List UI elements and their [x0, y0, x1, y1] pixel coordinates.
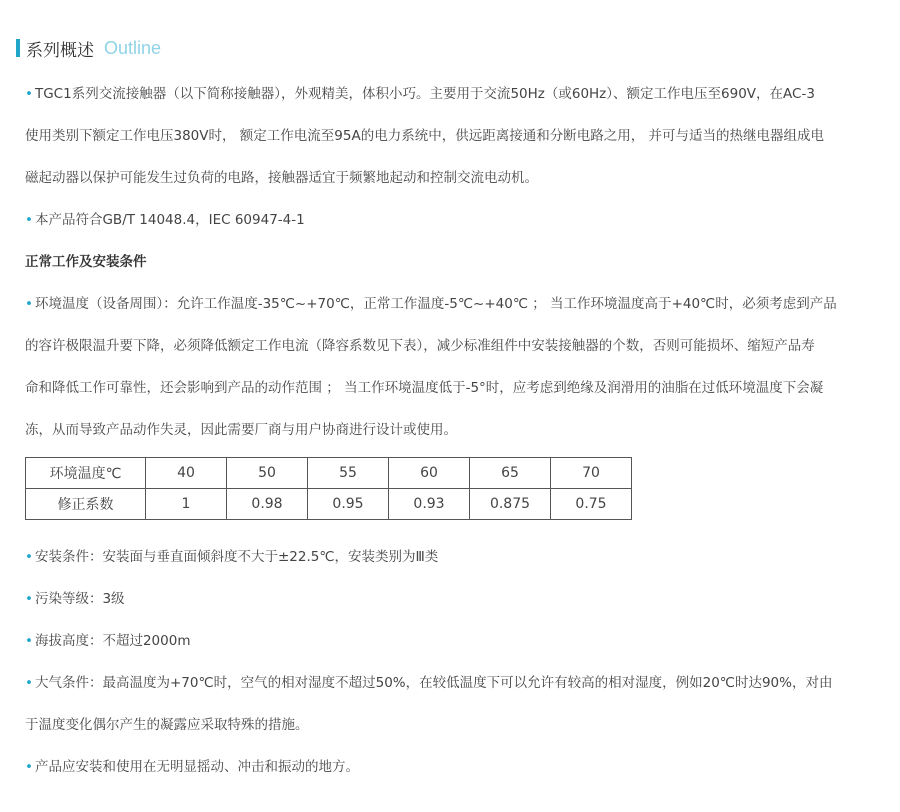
ambient-line-1: 环境温度（设备周围）：允许工作温度-35℃~+70℃，正常工作温度-5℃~+40℃ ； 当工作环境温度高于+40℃时，必须考虑到产品 — [34, 296, 837, 312]
table-row-label: 修正系数 — [26, 489, 146, 520]
table-cell: 55 — [308, 458, 389, 489]
installation-text: 安装条件：安装面与垂直面倾斜度不大于±22.5℃，安装类别为Ⅲ类 — [34, 549, 439, 565]
table-cell: 0.98 — [227, 489, 308, 520]
bullet-icon: • — [25, 549, 33, 565]
bullet-icon: • — [25, 759, 33, 775]
section-title: 系列概述 — [26, 40, 94, 61]
intro-paragraph — [25, 73, 870, 199]
atmosphere-line-2: 于温度变化偶尔产生的凝露应采取特殊的措施。 — [25, 717, 309, 733]
altitude-text: 海拔高度：不超过2000m — [34, 633, 191, 649]
table-row — [26, 458, 632, 489]
table-cell: 0.93 — [389, 489, 470, 520]
table-cell: 1 — [146, 489, 227, 520]
section-header — [16, 36, 161, 60]
intro-line-3: 磁起动器以保护可能发生过负荷的电路，接触器适宜于频繁地起动和控制交流电动机。 — [25, 170, 538, 186]
table-row — [26, 489, 632, 520]
ambient-paragraph — [25, 283, 870, 451]
table-cell: 50 — [227, 458, 308, 489]
pollution-item — [25, 578, 870, 620]
mounting-item — [25, 746, 870, 788]
standards-item — [25, 199, 870, 241]
table-cell: 65 — [470, 458, 551, 489]
intro-line-2: 使用类别下额定工作电压380V时， 额定工作电流至95A的电力系统中，供远距离接通和分断电路之用， 并可与适当的热继电器组成电 — [25, 128, 824, 144]
pollution-text: 污染等级：3级 — [34, 591, 125, 607]
ambient-line-3: 命和降低工作可靠性，还会影响到产品的动作范围 ； 当工作环境温度低于-5°时，应考虑到绝缘及润滑用的油脂在过低环境温度下会凝 — [25, 380, 824, 396]
ambient-line-2: 的容许极限温升要下降，必须降低额定工作电流（降容系数见下表），减少标准组件中安装接触器的个数，否则可能损坏、缩短产品寿 — [25, 338, 815, 354]
atmosphere-paragraph — [25, 662, 870, 746]
bullet-icon: • — [25, 591, 33, 607]
ambient-line-4: 冻，从而导致产品动作失灵，因此需要厂商与用户协商进行设计或使用。 — [25, 422, 457, 438]
table-cell: 40 — [146, 458, 227, 489]
bullet-icon: • — [25, 212, 33, 228]
derating-table — [25, 457, 632, 520]
bullet-icon: • — [25, 86, 33, 102]
table-cell: 0.875 — [470, 489, 551, 520]
table-row-label: 环境温度℃ — [26, 458, 146, 489]
table-cell: 70 — [551, 458, 632, 489]
mounting-text: 产品应安装和使用在无明显摇动、冲击和振动的地方。 — [34, 759, 359, 775]
accent-bar — [16, 39, 20, 57]
altitude-item — [25, 620, 870, 662]
standards-text: 本产品符合GB/T 14048.4，IEC 60947-4-1 — [34, 212, 305, 228]
atmosphere-line-1: 大气条件：最高温度为+70℃时，空气的相对湿度不超过50%，在较低温度下可以允许有较高的相对湿度，例如20℃时达90%，对由 — [34, 675, 833, 691]
intro-line-1: TGC1系列交流接触器（以下简称接触器），外观精美，体积小巧。主要用于交流50Hz（或60Hz）、额定工作电压至690V，在AC-3 — [34, 86, 815, 102]
bullet-icon: • — [25, 296, 33, 312]
installation-item — [25, 536, 870, 578]
table-cell: 0.95 — [308, 489, 389, 520]
section-title-en: Outline — [104, 37, 162, 58]
table-cell: 60 — [389, 458, 470, 489]
bullet-icon: • — [25, 675, 33, 691]
conditions-heading: 正常工作及安装条件 — [25, 254, 147, 270]
bullet-icon: • — [25, 633, 33, 649]
table-cell: 0.75 — [551, 489, 632, 520]
